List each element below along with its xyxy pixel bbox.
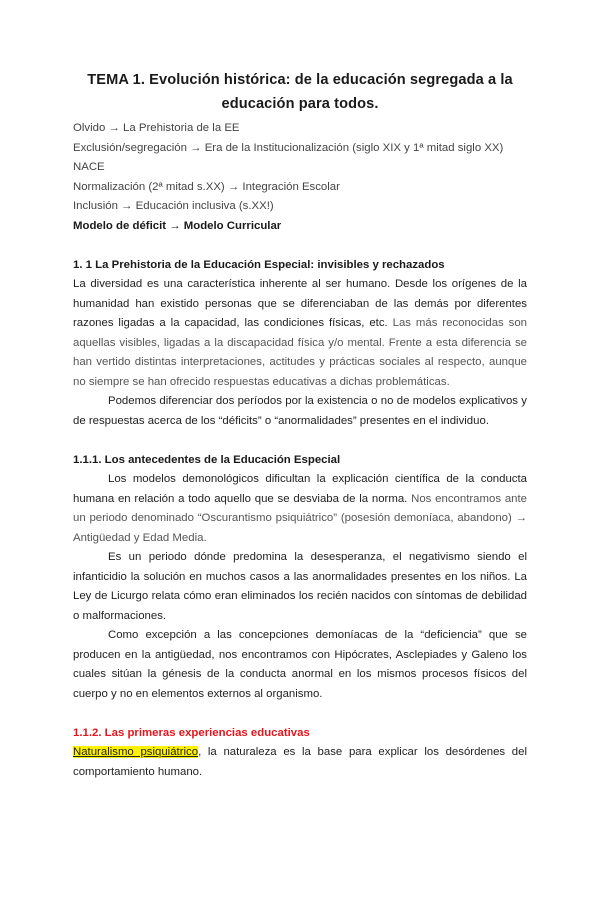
highlighted-term: Naturalismo psiquiátrico bbox=[73, 746, 199, 758]
document-page bbox=[0, 68, 600, 916]
summary-bold-line: Modelo de déficit → Modelo Curricular bbox=[73, 219, 282, 232]
section-heading-1-1-1: 1.1.1. Los antecedentes de la Educación Especial bbox=[73, 453, 341, 466]
paragraph-diversity bbox=[73, 275, 527, 392]
paragraph-diversity-b: Las más reconocidas son aquellas visibles, ligadas a la discapacidad física y/o mental. Frente a esta diferencia se han vertido distintas interpretaciones, actitudes y prácticas sociales al respecto, aunque no siempre se han ofrecido respuestas educativas a dichas problemáticas. bbox=[73, 317, 527, 388]
section-heading-1-1-2: 1.1.2. Las primeras experiencias educativas bbox=[73, 726, 310, 739]
paragraph-naturalism bbox=[73, 743, 527, 782]
summary-line-4: Inclusión → Educación inclusiva (s.XX!) bbox=[73, 200, 274, 212]
paragraph-despair: Es un periodo dónde predomina la desesperanza, el negativismo siendo el infanticidio la solución en muchos casos a las anormalidades presentes en los niños. La Ley de Licurgo relata cómo eran eliminados los recién nacidos con síntomas de debilidad o malformaciones. bbox=[73, 551, 527, 622]
paragraph-demonological-b: Nos encontramos ante un periodo denominado “Oscurantismo psiquiátrico” (posesión demoníaca, abandono) → Antigüedad y Edad Media. bbox=[73, 492, 527, 544]
summary-line-1: Olvido → La Prehistoria de la EE bbox=[73, 122, 240, 134]
paragraph-periods: Podemos diferenciar dos períodos por la existencia o no de modelos explicativos y de respuestas acerca de los “déficits” o “anormalidades” presentes en el individuo. bbox=[73, 395, 527, 427]
paragraph-demonological bbox=[73, 470, 527, 548]
title-line-2: educación para todos. bbox=[221, 96, 379, 112]
paragraph-exception: Como excepción a las concepciones demoníacas de la “deficiencia” que se producen en la antigüedad, nos encontramos con Hipócrates, Asclepiades y Galeno los cuales sitúan la génesis de la conducta anormal en los mismos procesos físicos del cuerpo y no en elementos externos al organismo. bbox=[73, 629, 527, 700]
paragraph-demonological-a: Los modelos demonológicos dificultan la explicación científica de la conducta humana en relación a todo aquello que se desviaba de la norma. bbox=[73, 473, 527, 505]
paragraph-naturalism-rest: , la naturaleza es la base para explicar los desórdenes del comportamiento humano. bbox=[73, 746, 527, 778]
document-title bbox=[73, 68, 527, 116]
summary-line-3: Normalización (2ª mitad s.XX) → Integración Escolar bbox=[73, 180, 340, 193]
section-heading-1-1: 1. 1 La Prehistoria de la Educación Especial: invisibles y rechazados bbox=[73, 258, 445, 271]
paragraph-diversity-a: La diversidad es una característica inherente al ser humano. Desde los orígenes de la humanidad han existido personas que se diferenciaban de las demás por diferentes razones ligadas a la capacidad, las condiciones físicas, etc. bbox=[73, 278, 527, 329]
summary-line-2: Exclusión/segregación → Era de la Institucionalización (siglo XIX y 1ª mitad siglo XX) NACE bbox=[73, 141, 504, 173]
title-line-1: TEMA 1. Evolución histórica: de la educación segregada a la bbox=[87, 72, 513, 88]
